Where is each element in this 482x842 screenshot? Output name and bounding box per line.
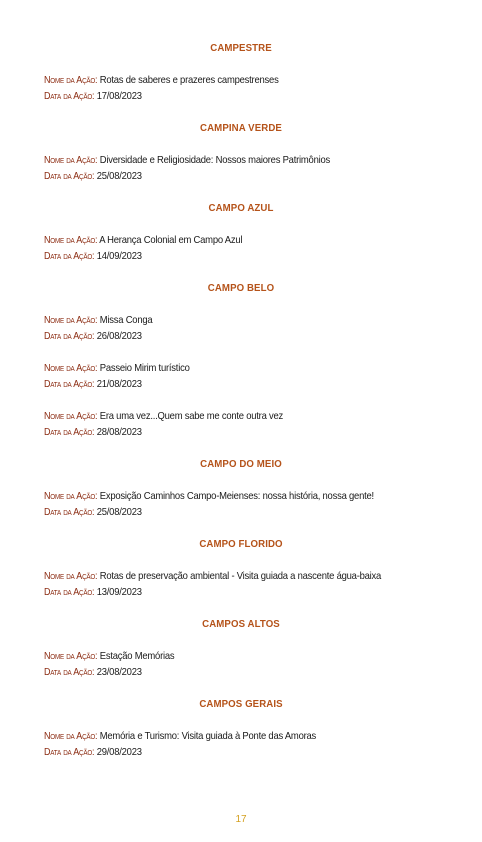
action-date-label: Data da Ação: xyxy=(44,587,95,598)
action-date-line xyxy=(44,426,142,438)
action-date-value: 25/08/2023 xyxy=(96,506,142,518)
action-date-label: Data da Ação: xyxy=(44,91,95,102)
action-date-value: 23/08/2023 xyxy=(96,666,142,678)
action-date-line xyxy=(44,170,142,182)
action-date-line xyxy=(44,586,142,598)
action-date-label: Data da Ação: xyxy=(44,507,95,518)
action-name-value: Rotas de saberes e prazeres campestrenses xyxy=(99,74,279,86)
action-date-line xyxy=(44,378,142,390)
action-name-line xyxy=(44,74,279,86)
section-title-campo-belo: CAMPO BELO xyxy=(207,282,275,294)
action-name-value: Rotas de preservação ambiental - Visita guiada a nascente água-baixa xyxy=(99,570,382,582)
action-date-label: Data da Ação: xyxy=(44,171,95,182)
action-date-value: 28/08/2023 xyxy=(96,426,142,438)
action-date-label: Data da Ação: xyxy=(44,251,95,262)
action-name-line xyxy=(44,314,152,326)
action-name-line xyxy=(44,154,330,166)
action-date-value: 29/08/2023 xyxy=(96,746,142,758)
action-name-label: Nome da Ação: xyxy=(44,491,98,502)
action-date-value: 21/08/2023 xyxy=(96,378,142,390)
action-date-line xyxy=(44,90,142,102)
action-name-line xyxy=(44,234,242,246)
action-date-line xyxy=(44,666,142,678)
action-date-label: Data da Ação: xyxy=(44,747,95,758)
action-name-line xyxy=(44,730,316,742)
action-name-label: Nome da Ação: xyxy=(44,75,98,86)
action-name-label: Nome da Ação: xyxy=(44,731,98,742)
action-name-value: Era uma vez...Quem sabe me conte outra vez xyxy=(99,410,284,422)
action-date-value: 13/09/2023 xyxy=(96,586,142,598)
action-name-line xyxy=(44,650,174,662)
action-date-label: Data da Ação: xyxy=(44,331,95,342)
section-title-campestre: CAMPESTRE xyxy=(210,42,272,54)
section-title-campos-gerais: CAMPOS GERAIS xyxy=(199,698,283,710)
section-title-campina-verde: CAMPINA VERDE xyxy=(200,122,282,134)
section-title-campos-altos: CAMPOS ALTOS xyxy=(202,618,280,630)
action-name-line xyxy=(44,362,190,374)
page-number: 17 xyxy=(235,814,247,825)
action-name-label: Nome da Ação: xyxy=(44,363,98,374)
section-title-campo-azul: CAMPO AZUL xyxy=(208,202,274,214)
action-name-label: Nome da Ação: xyxy=(44,315,98,326)
action-date-line xyxy=(44,746,142,758)
section-title-campo-do-meio: CAMPO DO MEIO xyxy=(200,458,282,470)
action-date-label: Data da Ação: xyxy=(44,427,95,438)
action-date-label: Data da Ação: xyxy=(44,667,95,678)
action-name-value: Exposição Caminhos Campo-Meienses: nossa história, nossa gente! xyxy=(99,490,374,502)
action-name-value: Missa Conga xyxy=(99,314,153,326)
action-name-value: A Herança Colonial em Campo Azul xyxy=(99,234,243,246)
action-date-value: 26/08/2023 xyxy=(96,330,142,342)
action-date-value: 25/08/2023 xyxy=(96,170,142,182)
action-date-line xyxy=(44,506,142,518)
action-name-label: Nome da Ação: xyxy=(44,571,98,582)
action-name-line xyxy=(44,570,381,582)
action-name-line xyxy=(44,410,283,422)
action-name-label: Nome da Ação: xyxy=(44,235,98,246)
action-name-line xyxy=(44,490,374,502)
action-name-label: Nome da Ação: xyxy=(44,411,98,422)
action-name-label: Nome da Ação: xyxy=(44,651,98,662)
action-date-line xyxy=(44,250,142,262)
section-title-campo-florido: CAMPO FLORIDO xyxy=(199,538,283,550)
action-date-value: 17/08/2023 xyxy=(96,90,142,102)
action-name-value: Diversidade e Religiosidade: Nossos maiores Patrimônios xyxy=(99,154,331,166)
action-date-label: Data da Ação: xyxy=(44,379,95,390)
action-name-label: Nome da Ação: xyxy=(44,155,98,166)
action-date-value: 14/09/2023 xyxy=(96,250,142,262)
action-date-line xyxy=(44,330,142,342)
action-name-value: Memória e Turismo: Visita guiada à Ponte das Amoras xyxy=(99,730,317,742)
action-name-value: Passeio Mirim turístico xyxy=(99,362,190,374)
action-name-value: Estação Memórias xyxy=(99,650,175,662)
